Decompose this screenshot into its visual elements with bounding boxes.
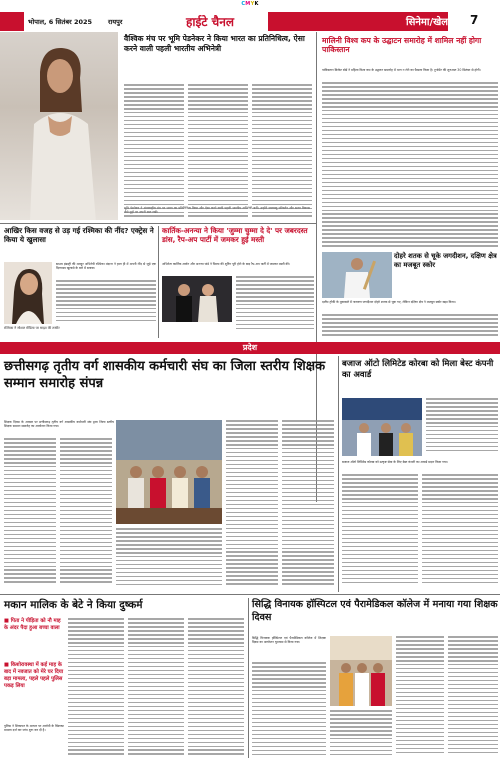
lead-body-text: भूमि पेडनेकर ने अंतरराष्ट्रीय मंच पर भारत का प्रतिनिधित्व किया और ऐसा करने वाली पहली भारतीय अभिनेत्री बनीं। उन्होंने जलवायु परिवर्तन और सतत विकास जैसे मुद्दों पर अपनी बात रखी। (124, 206, 310, 215)
hospital-body-col2 (330, 710, 392, 758)
header-date: भोपाल, 6 सितंबर 2025 (28, 18, 93, 26)
pakistan-body-text: पाकिस्तान क्रिकेट बोर्ड ने महिला विश्व कप के उद्घाटन समारोह में भाग न लेने का फैसला किया है। टूर्नामेंट की शुरुआत 30 सितंबर से होगी। (322, 68, 481, 72)
lead-body-col2 (188, 84, 248, 220)
section-label: प्रदेश (242, 343, 258, 352)
bajaj-body-col3 (422, 474, 498, 588)
teacher-body (4, 438, 56, 588)
lead-body-col3 (252, 84, 312, 220)
bajaj-headline: बजाज ऑटो लिमिटेड कोरबा को मिला बेस्ट कंपनी का अवार्ड (342, 358, 494, 379)
teacher-body-col2 (60, 438, 112, 588)
rashmika-body (56, 280, 156, 324)
cricket-headline: दोहरे शतक से चूके जगदीशन, दक्षिण क्षेत्र का मजबूत स्कोर (394, 252, 497, 269)
rashmika-caption: रश्मिका ने सोशल मीडिया पर साझा की तस्वीर (4, 326, 60, 330)
landlord-bullet-2 (4, 662, 64, 720)
header-edition: रायपुर (108, 18, 123, 26)
page-number: 7 (470, 13, 479, 27)
landlord-body-text: पुलिस ने शिकायत के आधार पर आरोपी के खिलाफ मामला दर्ज कर जांच शुरू कर दी है। (4, 724, 64, 733)
bullet-text: पिता ने पीड़िता को नौ माह के अंदर पैदा हुआ बच्चा वाला (4, 618, 61, 631)
pakistan-headline: मालिनी विश्व कप के उद्घाटन समारोह में शामिल नहीं होगा पाकिस्तान (322, 36, 482, 55)
pakistan-body (322, 82, 498, 250)
brand-name: हाईटे चैनल (186, 15, 235, 29)
bajaj-body-col2 (342, 474, 418, 588)
teacher-headline: छत्तीसगढ़ तृतीय वर्ग शासकीय कर्मचारी संघ का जिला स्तरीय शिक्षक सम्मान समारोह संपन्न (4, 359, 326, 391)
kartik-photo (162, 276, 232, 322)
kartik-body-text: अभिनेता कार्तिक आर्यन और अनन्या पांडे ने फिल्म की शूटिंग पूरी होने के बाद रैप-अप पार्टी में जमकर मस्ती की। (162, 262, 291, 266)
lead-body (124, 84, 184, 220)
landlord-bullet-1 (4, 618, 64, 658)
landlord-headline: मकान मालिक के बेटे ने किया दुष्कर्म (4, 599, 143, 611)
hospital-body (252, 662, 326, 758)
cricket-body-text: दलीप ट्रॉफी के मुकाबले में नारायण जगदीशन दोहरे शतक से चूक गए, लेकिन दक्षिण क्षेत्र ने मजबूत स्कोर खड़ा किया। (322, 300, 456, 304)
section-bar (0, 342, 500, 354)
hospital-headline: सिद्धि विनायक हॉस्पिटल एवं पैरामेडिकल कॉलेज में मनाया गया शिक्षक दिवस (252, 599, 498, 623)
hospital-body-col3 (396, 636, 444, 758)
rashmika-body-text: साउथ इंडस्ट्री की मशहूर अभिनेत्री रश्मिका मंदाना ने हाल ही में अपनी नींद से जुड़े एक दिलचस्प खुलासे के बारे में बताया। (56, 262, 156, 271)
teacher-ceremony-photo (116, 420, 222, 524)
rashmika-headline: आखिर किस वजह से उड़ गई रश्मिका की नींद? एक्ट्रेस ने किया ये खुलासा (4, 226, 154, 245)
kartik-body (236, 276, 314, 332)
bajaj-body-text: बजाज ऑटो लिमिटेड कोरबा को उत्कृष्ट सेवा के लिए बेस्ट कंपनी का अवार्ड प्रदान किया गया। (342, 460, 448, 464)
cmyk-mark: CMYK (241, 1, 259, 7)
page-header (0, 12, 500, 31)
teacher-body-col3 (226, 420, 278, 588)
hospital-event-photo (330, 636, 392, 706)
bullet-icon: ■ (4, 618, 11, 624)
kartik-headline: कार्तिक-अनन्या ने किया 'जुम्मा चुम्मा दे दे' पर जबरदस्त डांस, रैप-अप पार्टी में जमकर हुई मस्ती (162, 226, 308, 245)
cricket-body (322, 314, 498, 338)
bhumi-photo (0, 32, 118, 220)
teacher-body-col4 (282, 420, 334, 588)
bullet-icon: ■ (4, 662, 11, 668)
rashmika-photo (4, 262, 52, 324)
lead-headline: वैश्विक मंच पर भूमि पेडनेकर ने किया भारत का प्रतिनिधित्व, ऐसा करने वाली पहली भारतीय अभिनेत्री (124, 34, 305, 53)
bajaj-award-photo (342, 398, 422, 456)
landlord-body (68, 618, 124, 758)
section-name: सिनेमा/खेल (406, 17, 449, 28)
hospital-body-text: सिद्धि विनायक हॉस्पिटल एवं पैरामेडिकल कॉलेज में शिक्षक दिवस का आयोजन धूमधाम से किया गया। (252, 636, 326, 645)
landlord-body-col3 (188, 618, 244, 758)
landlord-body-col2 (128, 618, 184, 758)
hospital-body-col4 (448, 636, 498, 758)
teacher-body-col5 (116, 528, 222, 588)
cricketer-photo (322, 252, 392, 298)
teacher-body-text: शिक्षक दिवस के अवसर पर छत्तीसगढ़ तृतीय वर्ग शासकीय कर्मचारी संघ द्वारा जिला स्तरीय शिक्षक सम्मान समारोह का आयोजन किया गया। (4, 420, 114, 429)
bajaj-body (426, 398, 498, 456)
bullet-text: किशोरावस्था में कई माह के बाद में नवजात को मेरे घर दिया बड़ा मामला, पहले पहले पुलिस पकड़ लिया (4, 662, 64, 689)
